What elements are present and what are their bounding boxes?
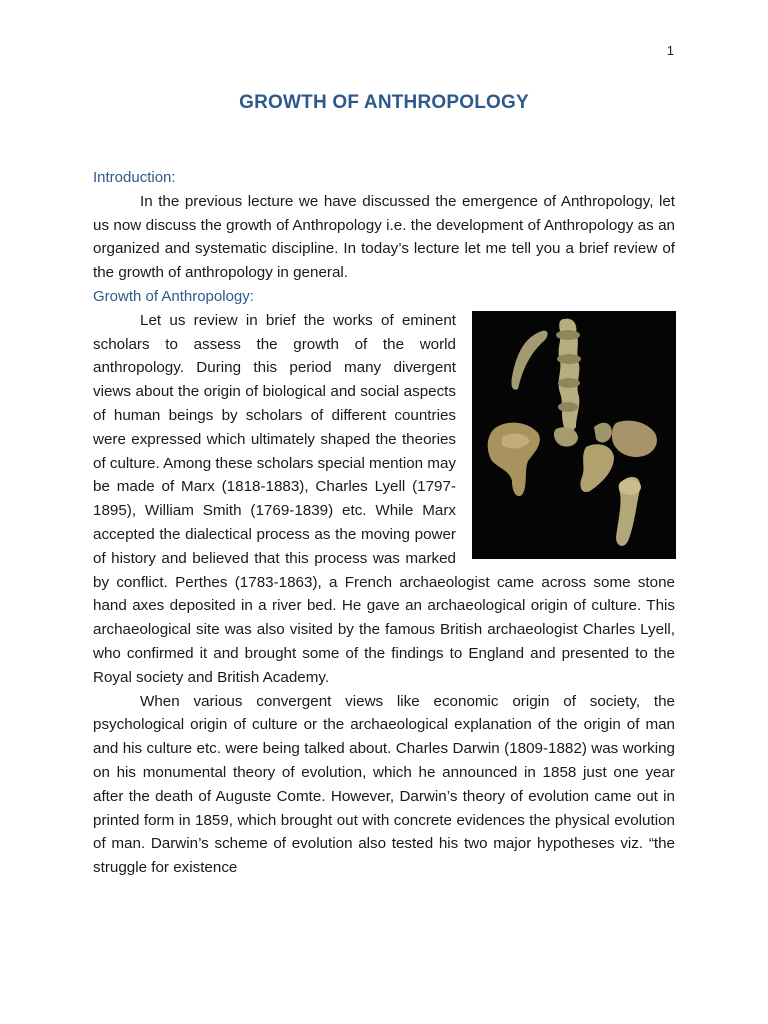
growth-heading: Growth of Anthropology: — [93, 287, 254, 305]
growth-paragraph-1: Let us review in brief the works of eminent scholars to assess the growth of the world anthropology. During this period many divergent views about the origin of biological and social aspects of human beings by scholars of different countries were expressed which ultimately shaped the theories of culture. Among these scholars special mention may be made of Marx (1818-1883), Charles Lyell (1797-1895), William Smith (1769-1839) etc. While Marx accepted the dialectical process as the moving power of history and believed that this process was marked by conflict. Perthes (1783-1863), a French archaeologist came across some stone hand axes deposited in a river bed. He gave an archaeological origin of culture. This archaeological site was also visited by the famous British archaeologist Charles Lyell, who confirmed it and brought some of the findings to England and presented to the Royal society and British Academy. — [93, 311, 675, 686]
page-number: 1 — [666, 43, 674, 58]
intro-heading: Introduction: — [93, 169, 176, 186]
intro-paragraph: In the previous lecture we have discussed the emergence of Anthropology, let us now discuss the growth of Anthropology i.e. the development of Anthropology as an organized and systematic discipline. In today’s lecture let me tell you a brief review of the growth of anthropology in general. — [93, 192, 675, 282]
page-title: GROWTH OF ANTHROPOLOGY — [239, 92, 529, 113]
document-body — [93, 166, 675, 880]
growth-paragraph-2: When various convergent views like economic origin of society, the psychological origin of culture or the archaeological explanation of the origin of man and his culture etc. were being talked about. Charles Darwin (1809-1882) was working on his monumental theory of evolution, which he announced in 1858 just one year after the death of Auguste Comte. However, Darwin’s theory of evolution came out in printed form in 1859, which brought out with concrete evidences the physical evolution of man. Darwin’s scheme of evolution also tested his two major hypotheses viz. “the struggle for existence — [93, 692, 675, 877]
fossil-bones-illustration — [472, 311, 676, 559]
fossil-bones-image — [472, 311, 676, 559]
